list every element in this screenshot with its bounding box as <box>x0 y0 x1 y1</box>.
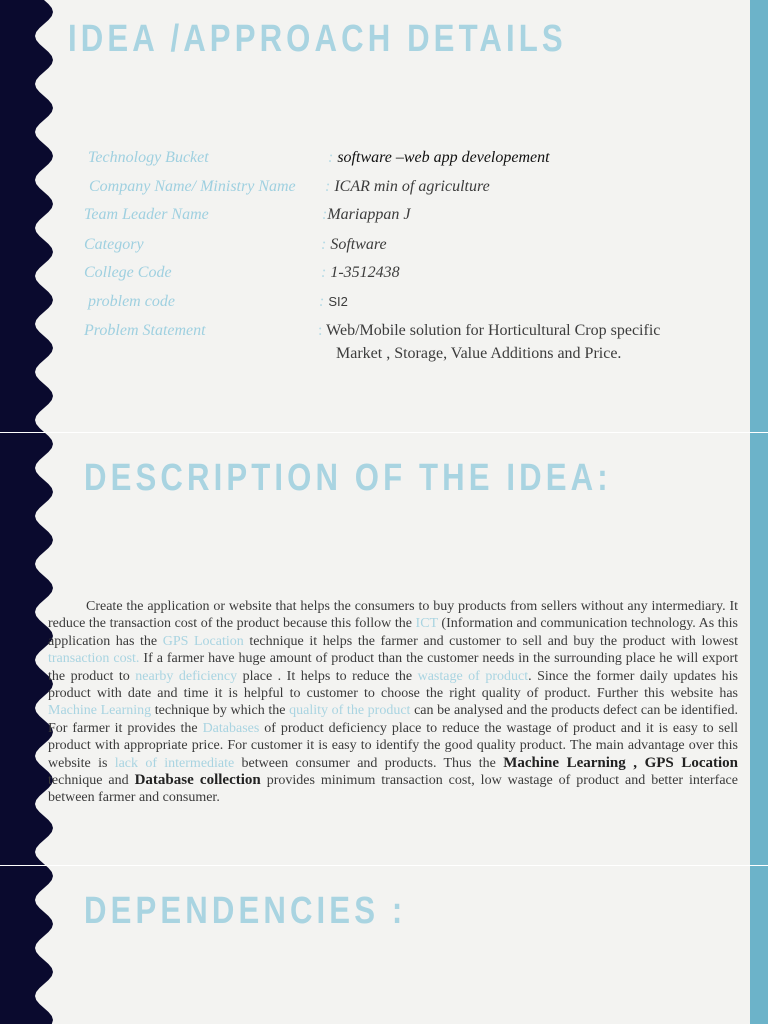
field-technology-bucket <box>88 149 550 167</box>
field-value: Mariappan J <box>327 206 411 223</box>
field-value: Software <box>330 236 387 253</box>
field-label: problem code <box>88 293 175 310</box>
bold-term: Machine Learning , GPS Location <box>503 754 738 771</box>
field-value: ICAR min of agriculture <box>334 178 490 195</box>
highlight-term: nearby deficiency <box>135 668 238 684</box>
field-separator: : <box>321 236 327 253</box>
highlight-term: wastage of product <box>417 668 529 684</box>
description-paragraph: Create the application or website that helps the consumers to buy products from sellers without any intermediary. It reduce the transaction cost of the product because this follow the ICT (Information and communication technology. As this application has the GPS Location technique it helps the farmer and customer to sell and buy the product with lowest transaction cost. If a farmer have huge amount of product than the customer needs in the surrounding place he will export the product to nearby deficiency place . It helps to reduce the wastage of product. Since the former daily updates his product with date and time it is helpful to customer to choose the right quality of product. Further this website has Machine Learning technique by which the quality of the product can be analysed and the products defect can be identified. For farmer it provides the Databases of product deficiency place to reduce the wastage of product and it is easy to sell product with appropriate price. For customer it is easy to identify the good quality product. The main advantage over this website is lack of intermediate between consumer and products. Thus the Machine Learning , GPS Location technique and Database collection provides minimum transaction cost, low wastage of product and better interface between farmer and consumer. <box>48 599 739 806</box>
slide-title: DEPENDENCIES : <box>84 890 407 932</box>
field-team-leader <box>84 206 411 224</box>
field-value: software –web app developement <box>337 149 550 166</box>
field-value-line1: Web/Mobile solution for Horticultural Crop specific <box>326 322 661 339</box>
field-label: College Code <box>84 264 172 281</box>
highlight-term: transaction cost. <box>48 651 140 667</box>
highlight-term: ICT <box>415 616 438 632</box>
field-separator: : <box>325 178 331 195</box>
field-company-name <box>89 178 490 196</box>
field-separator: : <box>319 293 325 310</box>
field-label: Technology Bucket <box>88 149 209 166</box>
field-value: SI2 <box>328 294 348 309</box>
field-separator: : <box>322 206 328 223</box>
field-label: Team Leader Name <box>84 206 209 223</box>
field-label: Category <box>84 236 144 253</box>
slide-dependencies <box>0 866 768 1024</box>
bold-term: Database collection <box>134 772 261 789</box>
highlight-term: GPS Location <box>162 633 244 649</box>
field-separator: : <box>318 322 323 339</box>
field-problem-statement <box>84 322 661 362</box>
highlight-term: lack of intermediate <box>114 755 235 771</box>
field-value-line2: Market , Storage, Value Additions and Price. <box>336 345 622 362</box>
highlight-term: quality of the product <box>289 703 411 719</box>
slide-title: IDEA /APPROACH DETAILS <box>68 18 567 60</box>
field-value: 1-3512438 <box>330 264 400 281</box>
field-college-code <box>84 264 400 282</box>
field-label: Problem Statement <box>84 322 206 339</box>
field-label: Company Name/ Ministry Name <box>89 178 296 195</box>
highlight-term: Machine Learning <box>48 703 152 719</box>
highlight-term: Databases <box>202 720 260 736</box>
slide-title: DESCRIPTION OF THE IDEA: <box>84 457 612 499</box>
field-separator: : <box>321 264 327 281</box>
field-category <box>84 236 387 254</box>
field-separator: : <box>328 149 334 166</box>
slide-idea-approach <box>0 0 768 432</box>
field-problem-code <box>88 293 348 311</box>
